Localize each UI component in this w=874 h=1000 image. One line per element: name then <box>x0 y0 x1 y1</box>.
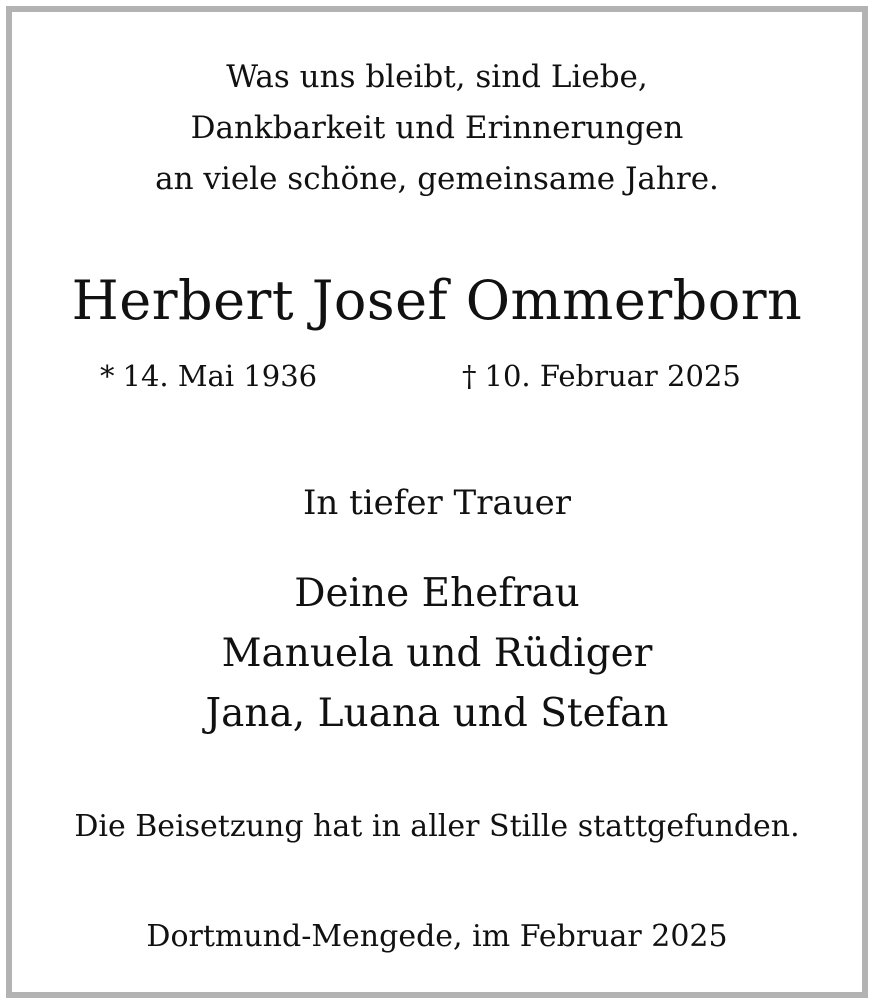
birth-date-group <box>100 359 318 393</box>
death-cross-icon: † <box>462 359 477 393</box>
mourning-phrase: In tiefer Trauer <box>302 483 572 523</box>
birth-date: 14. Mai 1936 <box>122 359 318 393</box>
motto-line-2: Dankbarkeit und Erinnerungen <box>190 110 684 146</box>
family-member-3: Jana, Luana und Stefan <box>205 691 669 736</box>
family-member-2: Manuela und Rüdiger <box>221 631 653 676</box>
motto-line-1: Was uns bleibt, sind Liebe, <box>226 59 648 95</box>
motto-line-3: an viele schöne, gemeinsame Jahre. <box>155 161 719 197</box>
life-dates <box>12 359 862 402</box>
place-and-date: Dortmund-Mengede, im Februar 2025 <box>146 919 728 954</box>
death-date: 10. Februar 2025 <box>484 359 741 393</box>
family-list <box>12 564 862 744</box>
burial-note: Die Beisetzung hat in aller Stille stattgefunden. <box>74 809 800 844</box>
death-date-group <box>462 359 741 393</box>
motto <box>12 52 862 205</box>
birth-star-icon: * <box>100 359 115 393</box>
deceased-name: Herbert Josef Ommerborn <box>71 269 803 332</box>
family-member-1: Deine Ehefrau <box>294 571 580 616</box>
obituary-notice <box>6 6 868 998</box>
